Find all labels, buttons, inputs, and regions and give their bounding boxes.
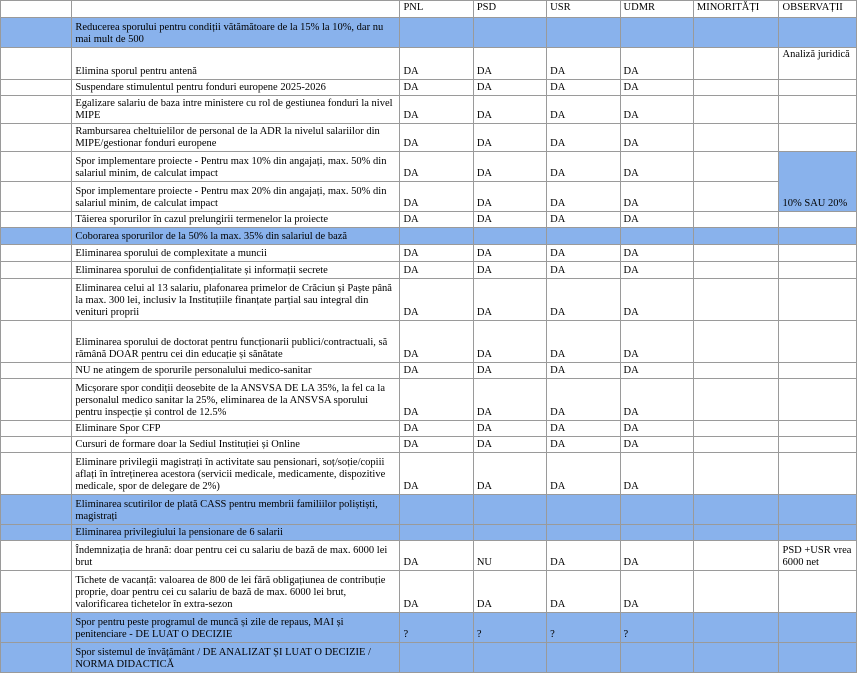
measure-description: Egalizare salariu de baza intre ministere cu rol de gestiunea fonduri la nivel MIPE <box>72 96 400 124</box>
usr-cell: ? <box>547 613 620 643</box>
table-row <box>1 245 857 262</box>
row-blank-cell <box>1 212 72 228</box>
pnl-cell: DA <box>400 421 473 437</box>
pnl-cell: DA <box>400 453 473 495</box>
row-blank-cell <box>1 228 72 245</box>
usr-cell: DA <box>547 453 620 495</box>
measure-description: Reducerea sporului pentru condiții vătămătoare de la 15% la 10%, dar nu mai mult de 500 <box>72 18 400 48</box>
usr-cell: DA <box>547 182 620 212</box>
pnl-cell: DA <box>400 212 473 228</box>
observatii-cell <box>779 437 857 453</box>
pnl-cell: DA <box>400 379 473 421</box>
observatii-cell: PSD +USR vrea 6000 net <box>779 541 857 571</box>
measure-description: Spor pentru peste programul de muncă și zile de repaus, MAI și penitenciare - DE LUAT O DECIZIE <box>72 613 400 643</box>
pnl-cell <box>400 228 473 245</box>
psd-cell: DA <box>473 245 546 262</box>
udmr-cell: DA <box>620 96 693 124</box>
measure-description: Tichete de vacanță: valoarea de 800 de lei fără obligațiunea de contribuție proprie, doar pentru cei cu salariu de bază de max. 6000 lei brut, valorificarea tichetelor în extra-sezon <box>72 571 400 613</box>
udmr-cell: DA <box>620 152 693 182</box>
pnl-cell: DA <box>400 279 473 321</box>
udmr-cell: DA <box>620 541 693 571</box>
usr-cell: DA <box>547 321 620 363</box>
row-blank-cell <box>1 421 72 437</box>
minoritati-cell <box>693 321 779 363</box>
observatii-cell <box>779 379 857 421</box>
row-blank-cell <box>1 182 72 212</box>
psd-cell: DA <box>473 262 546 279</box>
udmr-cell <box>620 228 693 245</box>
measure-description: Eliminarea celui al 13 salariu, plafonarea primelor de Crăciun și Paște până la max. 300 lei, inclusiv la Instituțiile finanțate parțial sau integral din venituri proprii <box>72 279 400 321</box>
psd-cell: DA <box>473 453 546 495</box>
udmr-cell <box>620 643 693 673</box>
observatii-cell <box>779 571 857 613</box>
udmr-cell: DA <box>620 453 693 495</box>
pnl-cell: DA <box>400 182 473 212</box>
pnl-cell: DA <box>400 363 473 379</box>
psd-cell: DA <box>473 437 546 453</box>
observatii-cell <box>779 212 857 228</box>
table-row <box>1 182 857 212</box>
table-row <box>1 228 857 245</box>
table-row <box>1 495 857 525</box>
row-blank-cell <box>1 613 72 643</box>
header-usr: USR <box>547 1 620 18</box>
observatii-merged-cell: 10% SAU 20% <box>779 152 857 212</box>
udmr-cell <box>620 495 693 525</box>
minoritati-cell <box>693 48 779 80</box>
usr-cell: DA <box>547 379 620 421</box>
header-pnl: PNL <box>400 1 473 18</box>
table-row <box>1 212 857 228</box>
row-blank-cell <box>1 363 72 379</box>
usr-cell: DA <box>547 421 620 437</box>
usr-cell: DA <box>547 245 620 262</box>
psd-cell: DA <box>473 379 546 421</box>
minoritati-cell <box>693 228 779 245</box>
usr-cell: DA <box>547 124 620 152</box>
observatii-cell <box>779 262 857 279</box>
table-row <box>1 262 857 279</box>
pnl-cell: DA <box>400 541 473 571</box>
udmr-cell: DA <box>620 212 693 228</box>
table-row <box>1 363 857 379</box>
measure-description: Cursuri de formare doar la Sediul Instituției și Online <box>72 437 400 453</box>
udmr-cell: DA <box>620 80 693 96</box>
row-blank-cell <box>1 262 72 279</box>
measure-description: Micșorare spor condiții deosebite de la ANSVSA DE LA 35%, la fel ca la personalul medico sanitar la 25%, eliminarea de la ANSVSA sporului pentru inspecție și control de 12.5% <box>72 379 400 421</box>
udmr-cell: DA <box>620 363 693 379</box>
table-row <box>1 96 857 124</box>
pnl-cell: DA <box>400 245 473 262</box>
row-blank-cell <box>1 495 72 525</box>
psd-cell: NU <box>473 541 546 571</box>
measure-description: Eliminarea sporului de doctorat pentru funcționarii publici/contractuali, să rămână DOAR pentru cei din educație și sănătate <box>72 321 400 363</box>
usr-cell: DA <box>547 437 620 453</box>
header-psd: PSD <box>473 1 546 18</box>
minoritati-cell <box>693 80 779 96</box>
usr-cell <box>547 643 620 673</box>
table-row <box>1 421 857 437</box>
observatii-cell <box>779 495 857 525</box>
psd-cell <box>473 643 546 673</box>
psd-cell: DA <box>473 363 546 379</box>
psd-cell: DA <box>473 124 546 152</box>
psd-cell <box>473 525 546 541</box>
pnl-cell <box>400 18 473 48</box>
udmr-cell: DA <box>620 421 693 437</box>
pnl-cell: ? <box>400 613 473 643</box>
udmr-cell: DA <box>620 279 693 321</box>
minoritati-cell <box>693 525 779 541</box>
table-row <box>1 279 857 321</box>
row-blank-cell <box>1 48 72 80</box>
minoritati-cell <box>693 212 779 228</box>
minoritati-cell <box>693 541 779 571</box>
observatii-cell <box>779 96 857 124</box>
usr-cell: DA <box>547 262 620 279</box>
row-blank-cell <box>1 437 72 453</box>
minoritati-cell <box>693 279 779 321</box>
udmr-cell: DA <box>620 262 693 279</box>
header-blank-left <box>1 1 72 18</box>
row-blank-cell <box>1 571 72 613</box>
psd-cell: DA <box>473 96 546 124</box>
row-blank-cell <box>1 643 72 673</box>
udmr-cell <box>620 18 693 48</box>
usr-cell: DA <box>547 279 620 321</box>
measure-description: Eliminare Spor CFP <box>72 421 400 437</box>
psd-cell: DA <box>473 421 546 437</box>
header-row <box>1 1 857 18</box>
row-blank-cell <box>1 96 72 124</box>
psd-cell: DA <box>473 279 546 321</box>
psd-cell: DA <box>473 571 546 613</box>
observatii-cell <box>779 643 857 673</box>
measure-description: Rambursarea cheltuielilor de personal de la ADR la nivelul salariilor din MIPE/gestionar fonduri europene <box>72 124 400 152</box>
observatii-cell <box>779 18 857 48</box>
observatii-cell <box>779 525 857 541</box>
pnl-cell <box>400 643 473 673</box>
usr-cell: DA <box>547 80 620 96</box>
row-blank-cell <box>1 124 72 152</box>
minoritati-cell <box>693 363 779 379</box>
usr-cell: DA <box>547 363 620 379</box>
minoritati-cell <box>693 18 779 48</box>
table-row <box>1 571 857 613</box>
pnl-cell: DA <box>400 437 473 453</box>
minoritati-cell <box>693 643 779 673</box>
pnl-cell: DA <box>400 571 473 613</box>
measure-description: Spor implementare proiecte - Pentru max 20% din angajați, max. 50% din salariul minim, de calculat impact <box>72 182 400 212</box>
table-row <box>1 453 857 495</box>
pnl-cell: DA <box>400 262 473 279</box>
pnl-cell: DA <box>400 80 473 96</box>
usr-cell: DA <box>547 152 620 182</box>
table-row <box>1 643 857 673</box>
measure-description: Spor sistemul de învățământ / DE ANALIZAT ȘI LUAT O DECIZIE / NORMA DIDACTICĂ <box>72 643 400 673</box>
udmr-cell: DA <box>620 48 693 80</box>
pnl-cell: DA <box>400 48 473 80</box>
observatii-cell: Analiză juridică <box>779 48 857 80</box>
usr-cell: DA <box>547 48 620 80</box>
minoritati-cell <box>693 182 779 212</box>
psd-cell: DA <box>473 80 546 96</box>
psd-cell: DA <box>473 212 546 228</box>
observatii-cell <box>779 124 857 152</box>
minoritati-cell <box>693 437 779 453</box>
usr-cell <box>547 495 620 525</box>
udmr-cell <box>620 525 693 541</box>
udmr-cell: ? <box>620 613 693 643</box>
measure-description: NU ne atingem de sporurile personalului medico-sanitar <box>72 363 400 379</box>
minoritati-cell <box>693 245 779 262</box>
measure-description: Eliminarea privilegiului la pensionare de 6 salarii <box>72 525 400 541</box>
observatii-cell <box>779 421 857 437</box>
table-row <box>1 525 857 541</box>
row-blank-cell <box>1 321 72 363</box>
udmr-cell: DA <box>620 245 693 262</box>
row-blank-cell <box>1 80 72 96</box>
minoritati-cell <box>693 495 779 525</box>
table-row <box>1 541 857 571</box>
observatii-cell <box>779 80 857 96</box>
minoritati-cell <box>693 262 779 279</box>
table-row <box>1 321 857 363</box>
psd-cell: DA <box>473 321 546 363</box>
measure-description: Eliminare privilegii magistrați în activitate sau pensionari, soț/soție/copiii aflați în întreținerea acestora (servicii medicale, medicamente, dispozitive medicale, spor de delegare de 2%) <box>72 453 400 495</box>
table-row <box>1 80 857 96</box>
usr-cell: DA <box>547 96 620 124</box>
minoritati-cell <box>693 453 779 495</box>
pnl-cell <box>400 495 473 525</box>
observatii-cell <box>779 363 857 379</box>
psd-cell: ? <box>473 613 546 643</box>
pnl-cell: DA <box>400 124 473 152</box>
measure-description: Tăierea sporurilor în cazul prelungirii termenelor la proiecte <box>72 212 400 228</box>
minoritati-cell <box>693 421 779 437</box>
measure-description: Îndemnizația de hrană: doar pentru cei cu salariu de bază de max. 6000 lei brut <box>72 541 400 571</box>
measure-description: Eliminarea sporului de complexitate a muncii <box>72 245 400 262</box>
udmr-cell: DA <box>620 124 693 152</box>
row-blank-cell <box>1 18 72 48</box>
header-minoritati: MINORITĂȚI <box>693 1 779 18</box>
usr-cell: DA <box>547 212 620 228</box>
udmr-cell: DA <box>620 379 693 421</box>
observatii-cell <box>779 613 857 643</box>
row-blank-cell <box>1 245 72 262</box>
psd-cell: DA <box>473 48 546 80</box>
udmr-cell: DA <box>620 437 693 453</box>
psd-cell: DA <box>473 182 546 212</box>
measure-description: Eliminarea scutirilor de plată CASS pentru membrii familiilor poliștiști, magistrați <box>72 495 400 525</box>
udmr-cell: DA <box>620 182 693 212</box>
measure-description: Spor implementare proiecte - Pentru max 10% din angajați, max. 50% din salariul minim, de calculat impact <box>72 152 400 182</box>
pnl-cell <box>400 525 473 541</box>
row-blank-cell <box>1 152 72 182</box>
table-row <box>1 48 857 80</box>
minoritati-cell <box>693 379 779 421</box>
row-blank-cell <box>1 525 72 541</box>
header-measure <box>72 1 400 18</box>
measure-description: Eliminarea sporului de confidențialitate și informații secrete <box>72 262 400 279</box>
minoritati-cell <box>693 96 779 124</box>
usr-cell: DA <box>547 571 620 613</box>
table-row <box>1 18 857 48</box>
pnl-cell: DA <box>400 96 473 124</box>
psd-cell <box>473 495 546 525</box>
psd-cell <box>473 18 546 48</box>
psd-cell: DA <box>473 152 546 182</box>
usr-cell <box>547 525 620 541</box>
row-blank-cell <box>1 453 72 495</box>
observatii-cell <box>779 321 857 363</box>
udmr-cell: DA <box>620 571 693 613</box>
table-row <box>1 379 857 421</box>
minoritati-cell <box>693 152 779 182</box>
header-udmr: UDMR <box>620 1 693 18</box>
observatii-cell <box>779 279 857 321</box>
psd-cell <box>473 228 546 245</box>
measure-description: Coborarea sporurilor de la 50% la max. 35% din salariul de bază <box>72 228 400 245</box>
minoritati-cell <box>693 124 779 152</box>
minoritati-cell <box>693 571 779 613</box>
table-row <box>1 152 857 182</box>
observatii-cell <box>779 245 857 262</box>
usr-cell: DA <box>547 541 620 571</box>
row-blank-cell <box>1 379 72 421</box>
measure-description: Suspendare stimulentul pentru fonduri europene 2025-2026 <box>72 80 400 96</box>
measure-description: Elimina sporul pentru antenă <box>72 48 400 80</box>
table-row <box>1 124 857 152</box>
row-blank-cell <box>1 279 72 321</box>
usr-cell <box>547 228 620 245</box>
header-observatii: OBSERVAȚII <box>779 1 857 18</box>
table-row <box>1 613 857 643</box>
udmr-cell: DA <box>620 321 693 363</box>
observatii-cell <box>779 228 857 245</box>
observatii-cell <box>779 453 857 495</box>
pnl-cell: DA <box>400 321 473 363</box>
usr-cell <box>547 18 620 48</box>
table-row <box>1 437 857 453</box>
row-blank-cell <box>1 541 72 571</box>
minoritati-cell <box>693 613 779 643</box>
pnl-cell: DA <box>400 152 473 182</box>
